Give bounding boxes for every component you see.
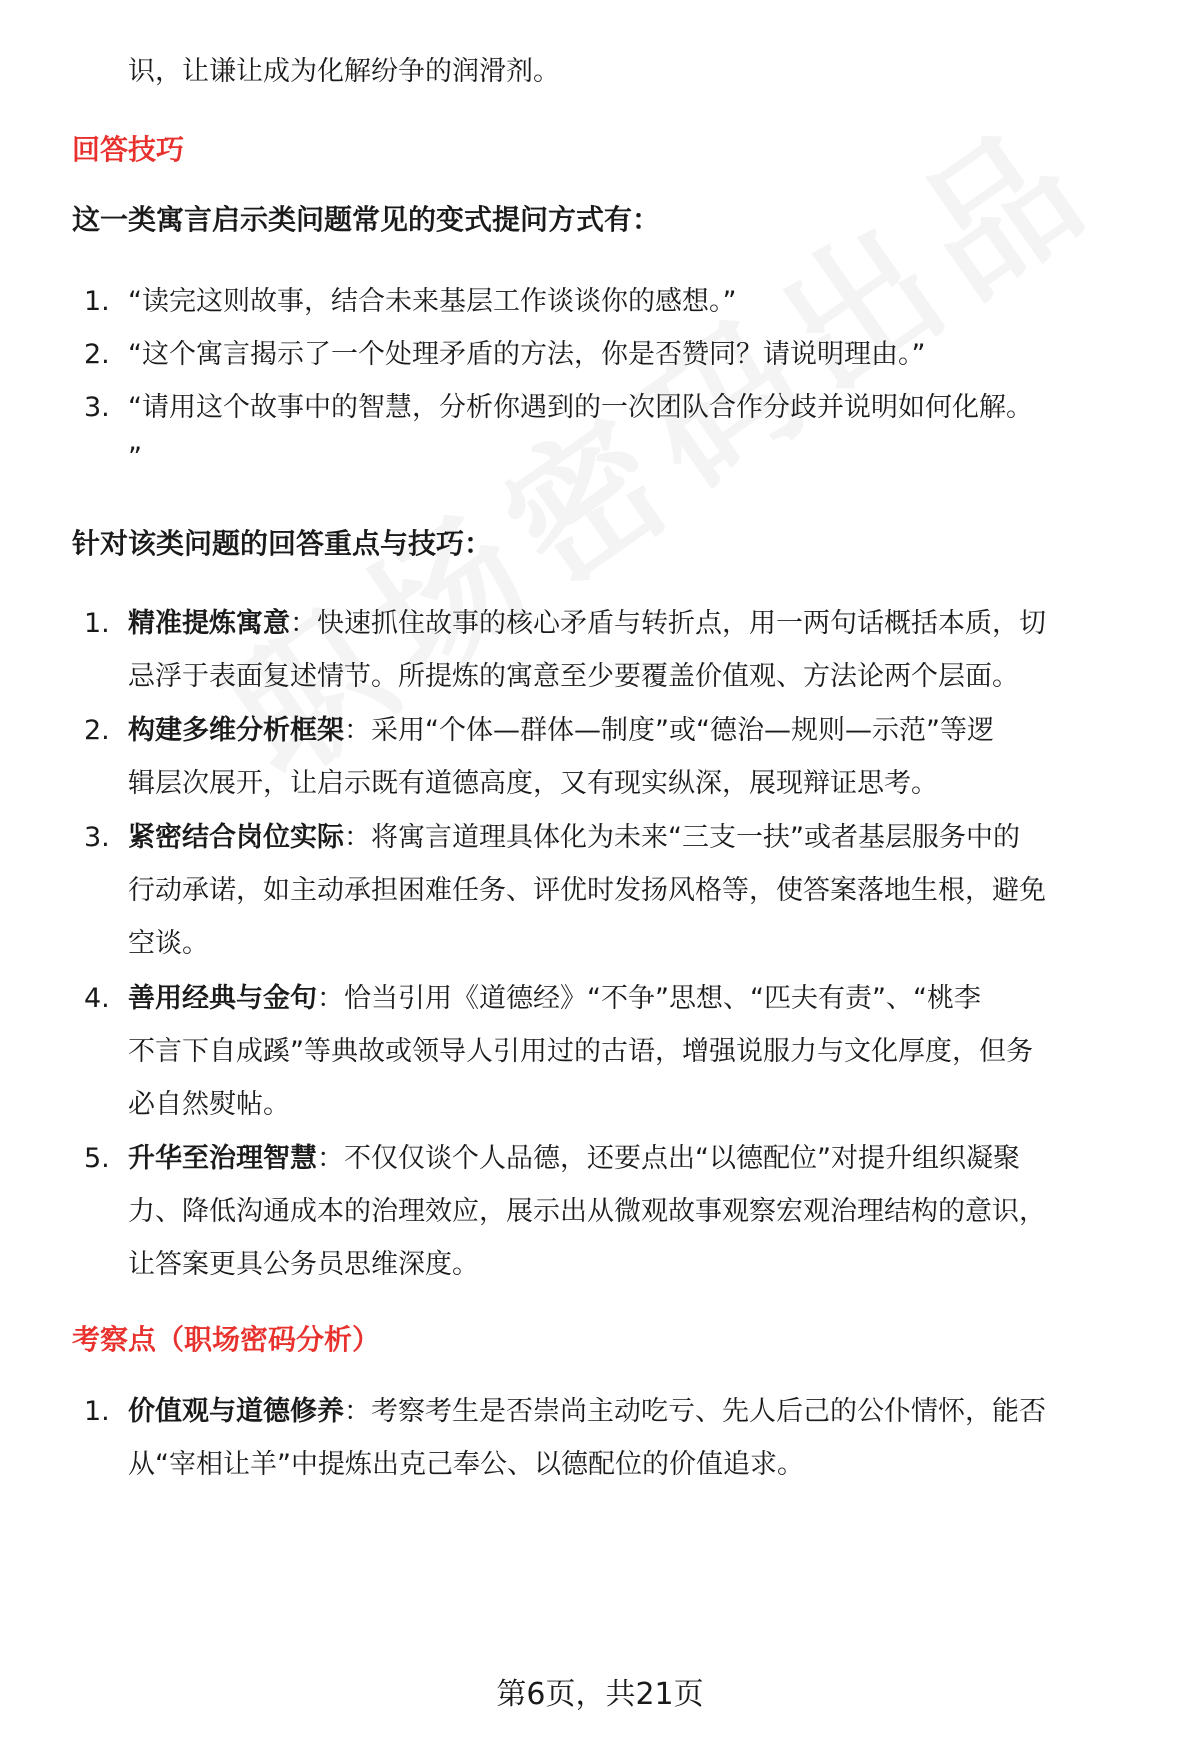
point-key: 价值观与道德修养 (128, 1396, 344, 1427)
intro-tail-text: 识，让谦让成为化解纷争的润滑剂。 (128, 56, 560, 87)
focus-key: 紧密结合岗位实际 (128, 822, 344, 853)
focus-key: 构建多维分析框架 (128, 715, 344, 746)
focus-key: 升华至治理智慧 (128, 1143, 317, 1174)
page-footer: 第6页，共21页 (496, 1677, 704, 1712)
watermark (180, 62, 1130, 817)
focus-key: 善用经典与金句 (128, 983, 317, 1014)
document-page: 识，让谦让成为化解纷争的润滑剂。 回答技巧 这一类寓言启示类问题常见的变式提问方式有： 1. “读完这则故事，结合未来基层工作谈谈你的感想。” 2. “这个寓言揭示了一个处理矛盾的方法，你是否赞同？请说明理由。” 3. “请用这个故事中的智慧，分析你遇到的一次团队合作分歧并说明如何化解。 ” 针对该类问题的回答重点与技巧： 1. 精准提炼寓意：快速抓住故事的核心矛盾与转折点，用一两句话概括本质，切 忌浮于表面复述情节。所提炼的寓意至少要覆盖价值观、方法论两个层面。 2. 构建多维分析框架：采用“个体—群体—制度”或“德治—规则—示范”等逻 辑层次展开，让启示既有道德高度，又有现实纵深，展现辩证思考。 3. 紧密结合岗位实际：将寓言道理具体化为未来“三支一扶”或者基层服务中的 行动承诺，如主动承担困难任务、评优时发扬风格等，使答案落地生根，避免 空谈。 4. 善用经典与金句：恰当引用《道德经》“不争”思想、“匹夫有责”、“桃李 不言下自成蹊”等典故或领导人引用过的古语，增强说服力与文化厚度，但务 必自然熨帖。 5. 升华至治理智慧：不仅仅谈个人品德，还要点出“以德配位”对提升组织凝聚 力、降低沟通成本的治理效应，展示出从微观故事观察宏观治理结构的意识， 让答案更具公务员思维深度。 考察点（职场密码分析） 1. 价值观与道德修养：考察考生是否崇尚主动吃亏、先人后己的公仆情怀，能否 从“宰相让羊”中提炼出克己奉公、以德配位的价值追求。 第6页，共21页 (0, 0, 1200, 1755)
focus-key: 精准提炼寓意 (128, 608, 290, 639)
